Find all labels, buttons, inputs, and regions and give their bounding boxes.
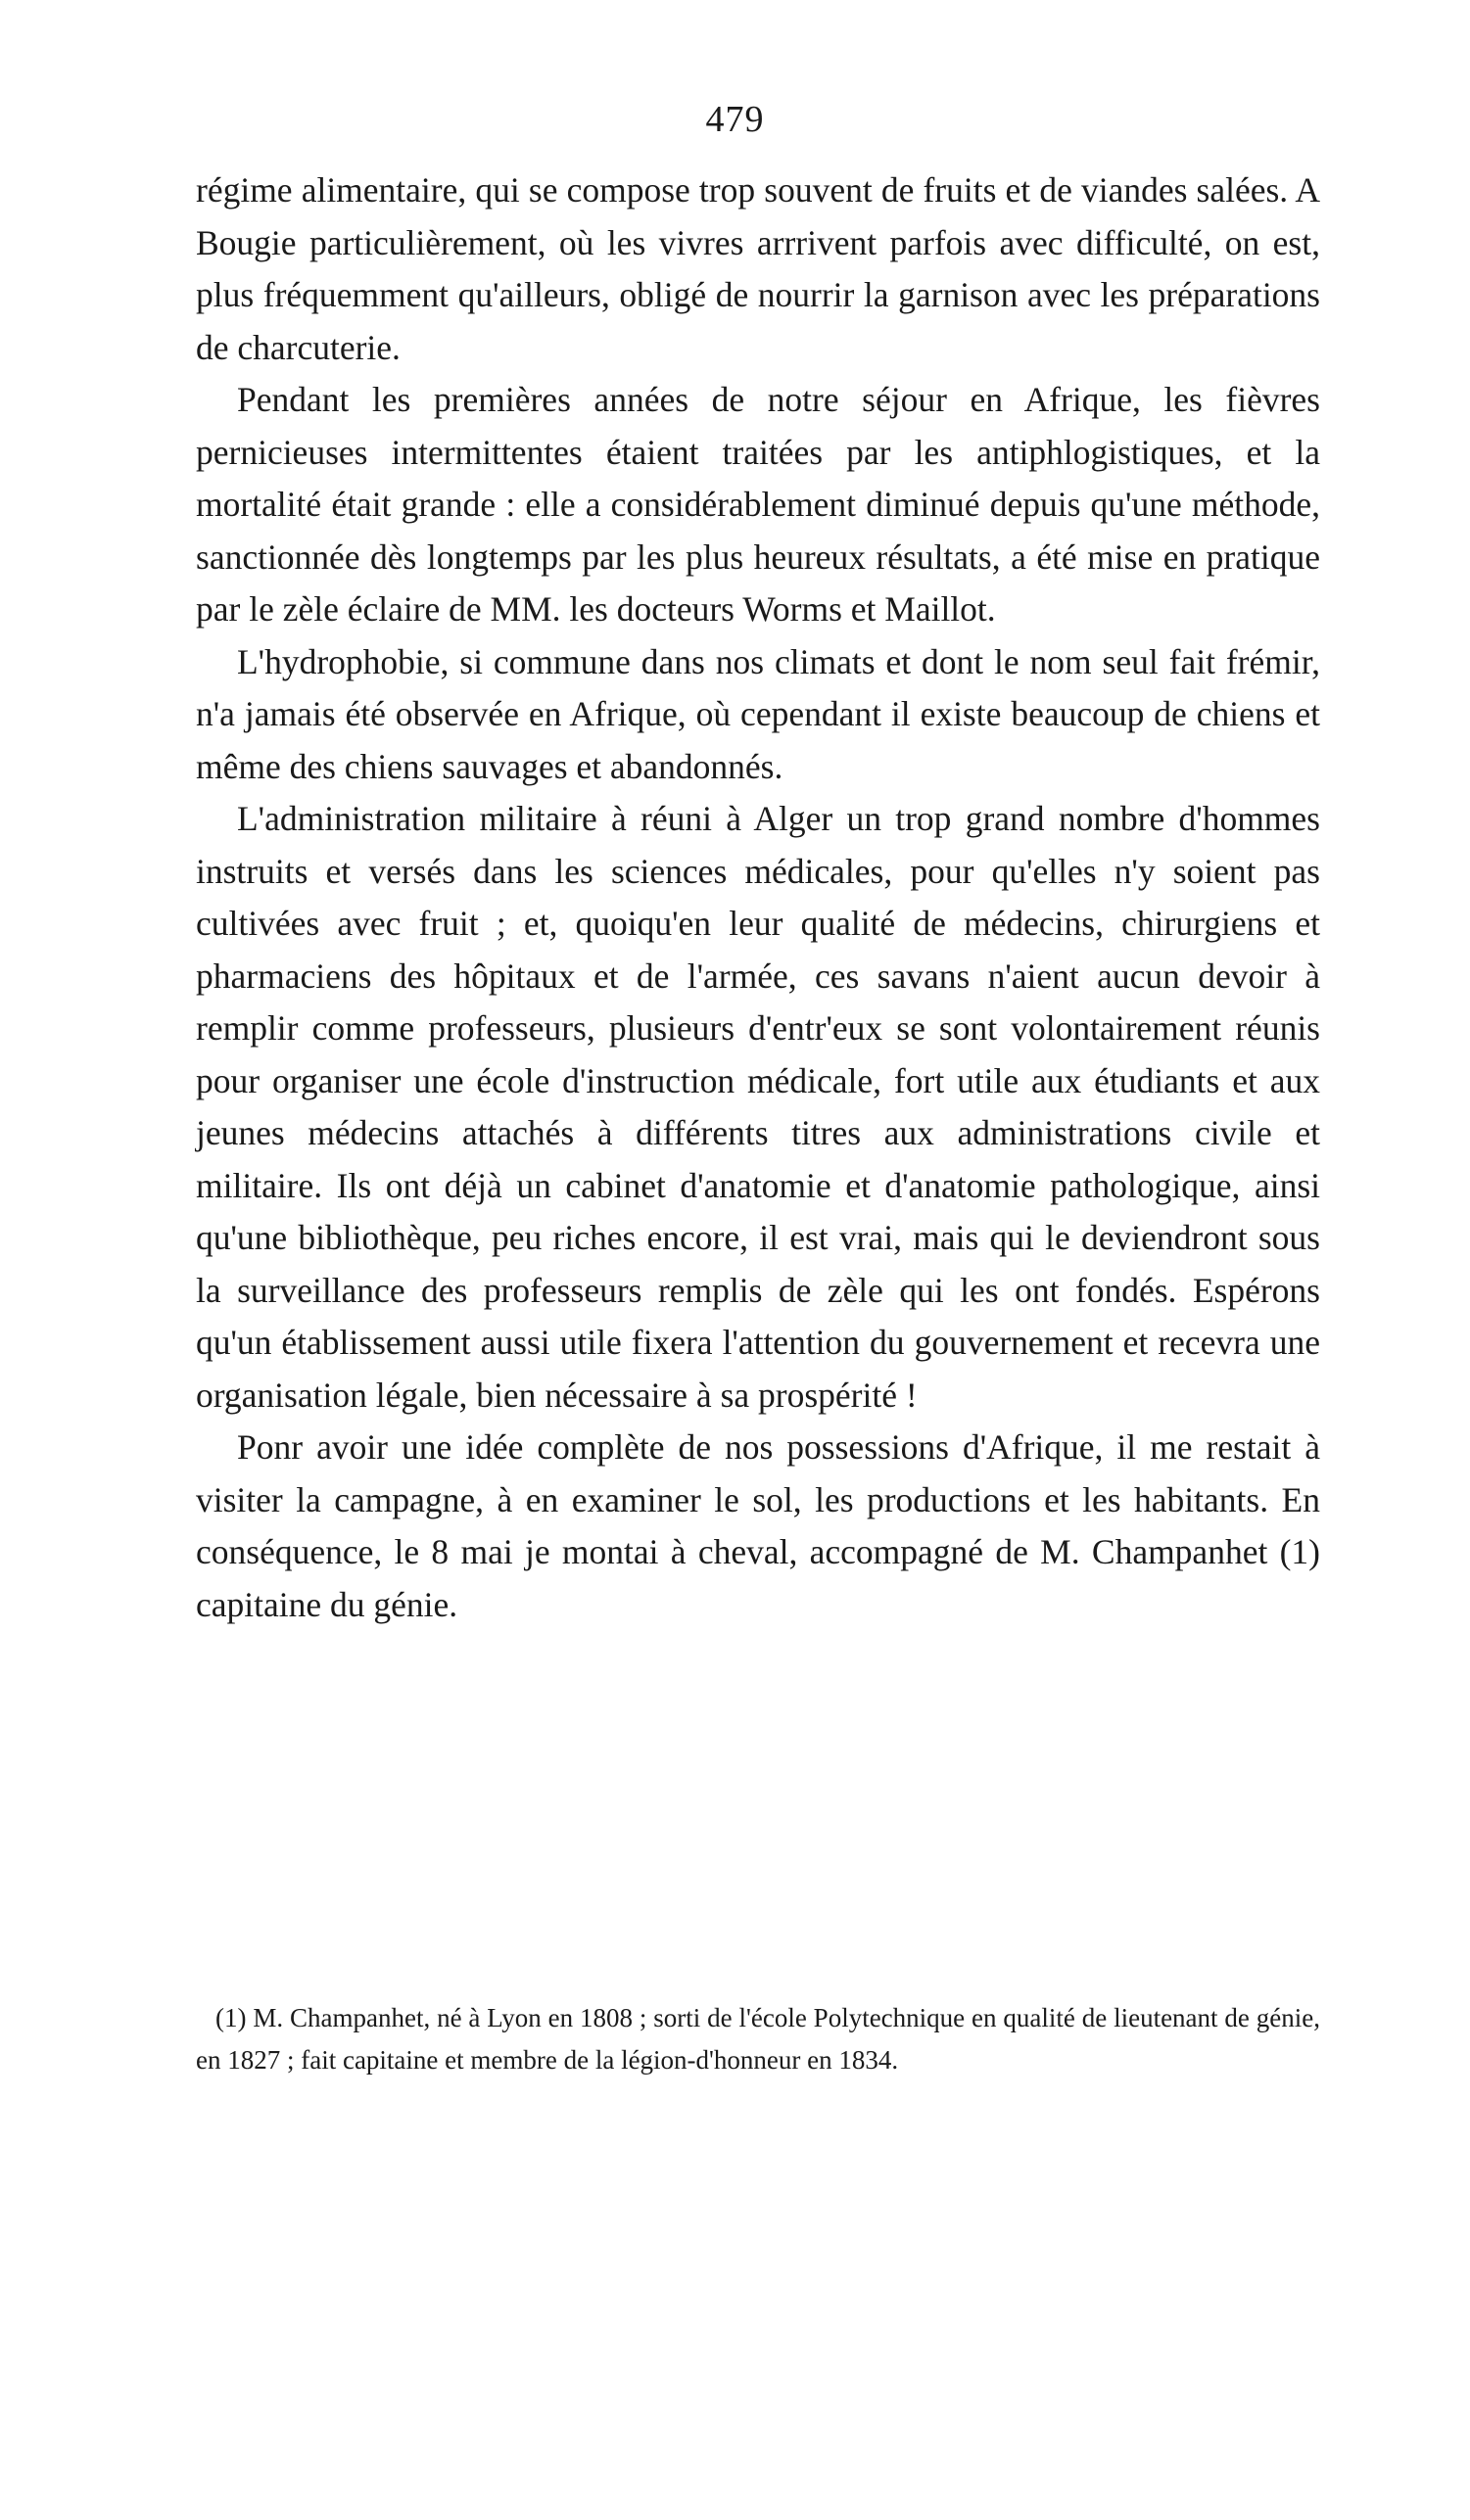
paragraph-fevers: Pendant les premières années de notre séjour en Afrique, les fièvres pernicieuses intermittentes étaient traitées par les antiphlogistiques, et la mortalité était grande : elle a considérablement diminué depuis qu'une méthode, sanctionnée dès longtemps par les plus heureux résultats, a été mise en pratique par le zèle éclaire de MM. les docteurs Worms et Maillot. <box>196 380 1320 629</box>
footnote: (1) M. Champanhet, né à Lyon en 1808 ; sorti de l'école Polytechnique en qualité de lieutenant de génie, en 1827 ; fait capitaine et membre de la légion-d'honneur en 1834. <box>196 2003 1320 2075</box>
page-number: 479 <box>705 99 765 140</box>
body-text <box>196 164 1320 1631</box>
paragraph-continued: régime alimentaire, qui se compose trop souvent de fruits et de viandes salées. A Bougie particulièrement, où les vivres arrrivent parfois avec difficulté, on est, plus fréquemment qu'ailleurs, obligé de nourrir la garnison avec les préparations de charcuterie. <box>196 170 1320 367</box>
paragraph-countryside-visit: Ponr avoir une idée complète de nos possessions d'Afrique, il me restait à visiter la campagne, à en examiner le sol, les productions et les habitants. En conséquence, le 8 mai je montai à cheval, accompagné de M. Champanhet (1) capitaine du génie. <box>196 1427 1320 1624</box>
footnotes <box>196 1997 1320 2081</box>
paragraph-medical-school: L'administration militaire à réuni à Alger un trop grand nombre d'hommes instruits et versés dans les sciences médicales, pour qu'elles n'y soient pas cultivées avec fruit ; et, quoiqu'en leur qualité de médecins, chirurgiens et pharmaciens des hôpitaux et de l'armée, ces savans n'aient aucun devoir à remplir comme professeurs, plusieurs d'entr'eux se sont volontairement réunis pour organiser une école d'instruction médicale, fort utile aux étudiants et aux jeunes médecins attachés à différents titres aux administrations civile et militaire. Ils ont déjà un cabinet d'anatomie et d'anatomie pathologique, ainsi qu'une bibliothèque, peu riches encore, il est vrai, mais qui le deviendront sous la surveillance des professeurs remplis de zèle qui les ont fondés. Espérons qu'un établissement aussi utile fixera l'attention du gouvernement et recevra une organisation légale, bien nécessaire à sa prospérité ! <box>196 799 1320 1415</box>
paragraph-hydrophobia: L'hydrophobie, si commune dans nos climats et dont le nom seul fait frémir, n'a jamais été observée en Afrique, où cependant il existe beaucoup de chiens et même des chiens sauvages et abandonnés. <box>196 641 1320 786</box>
